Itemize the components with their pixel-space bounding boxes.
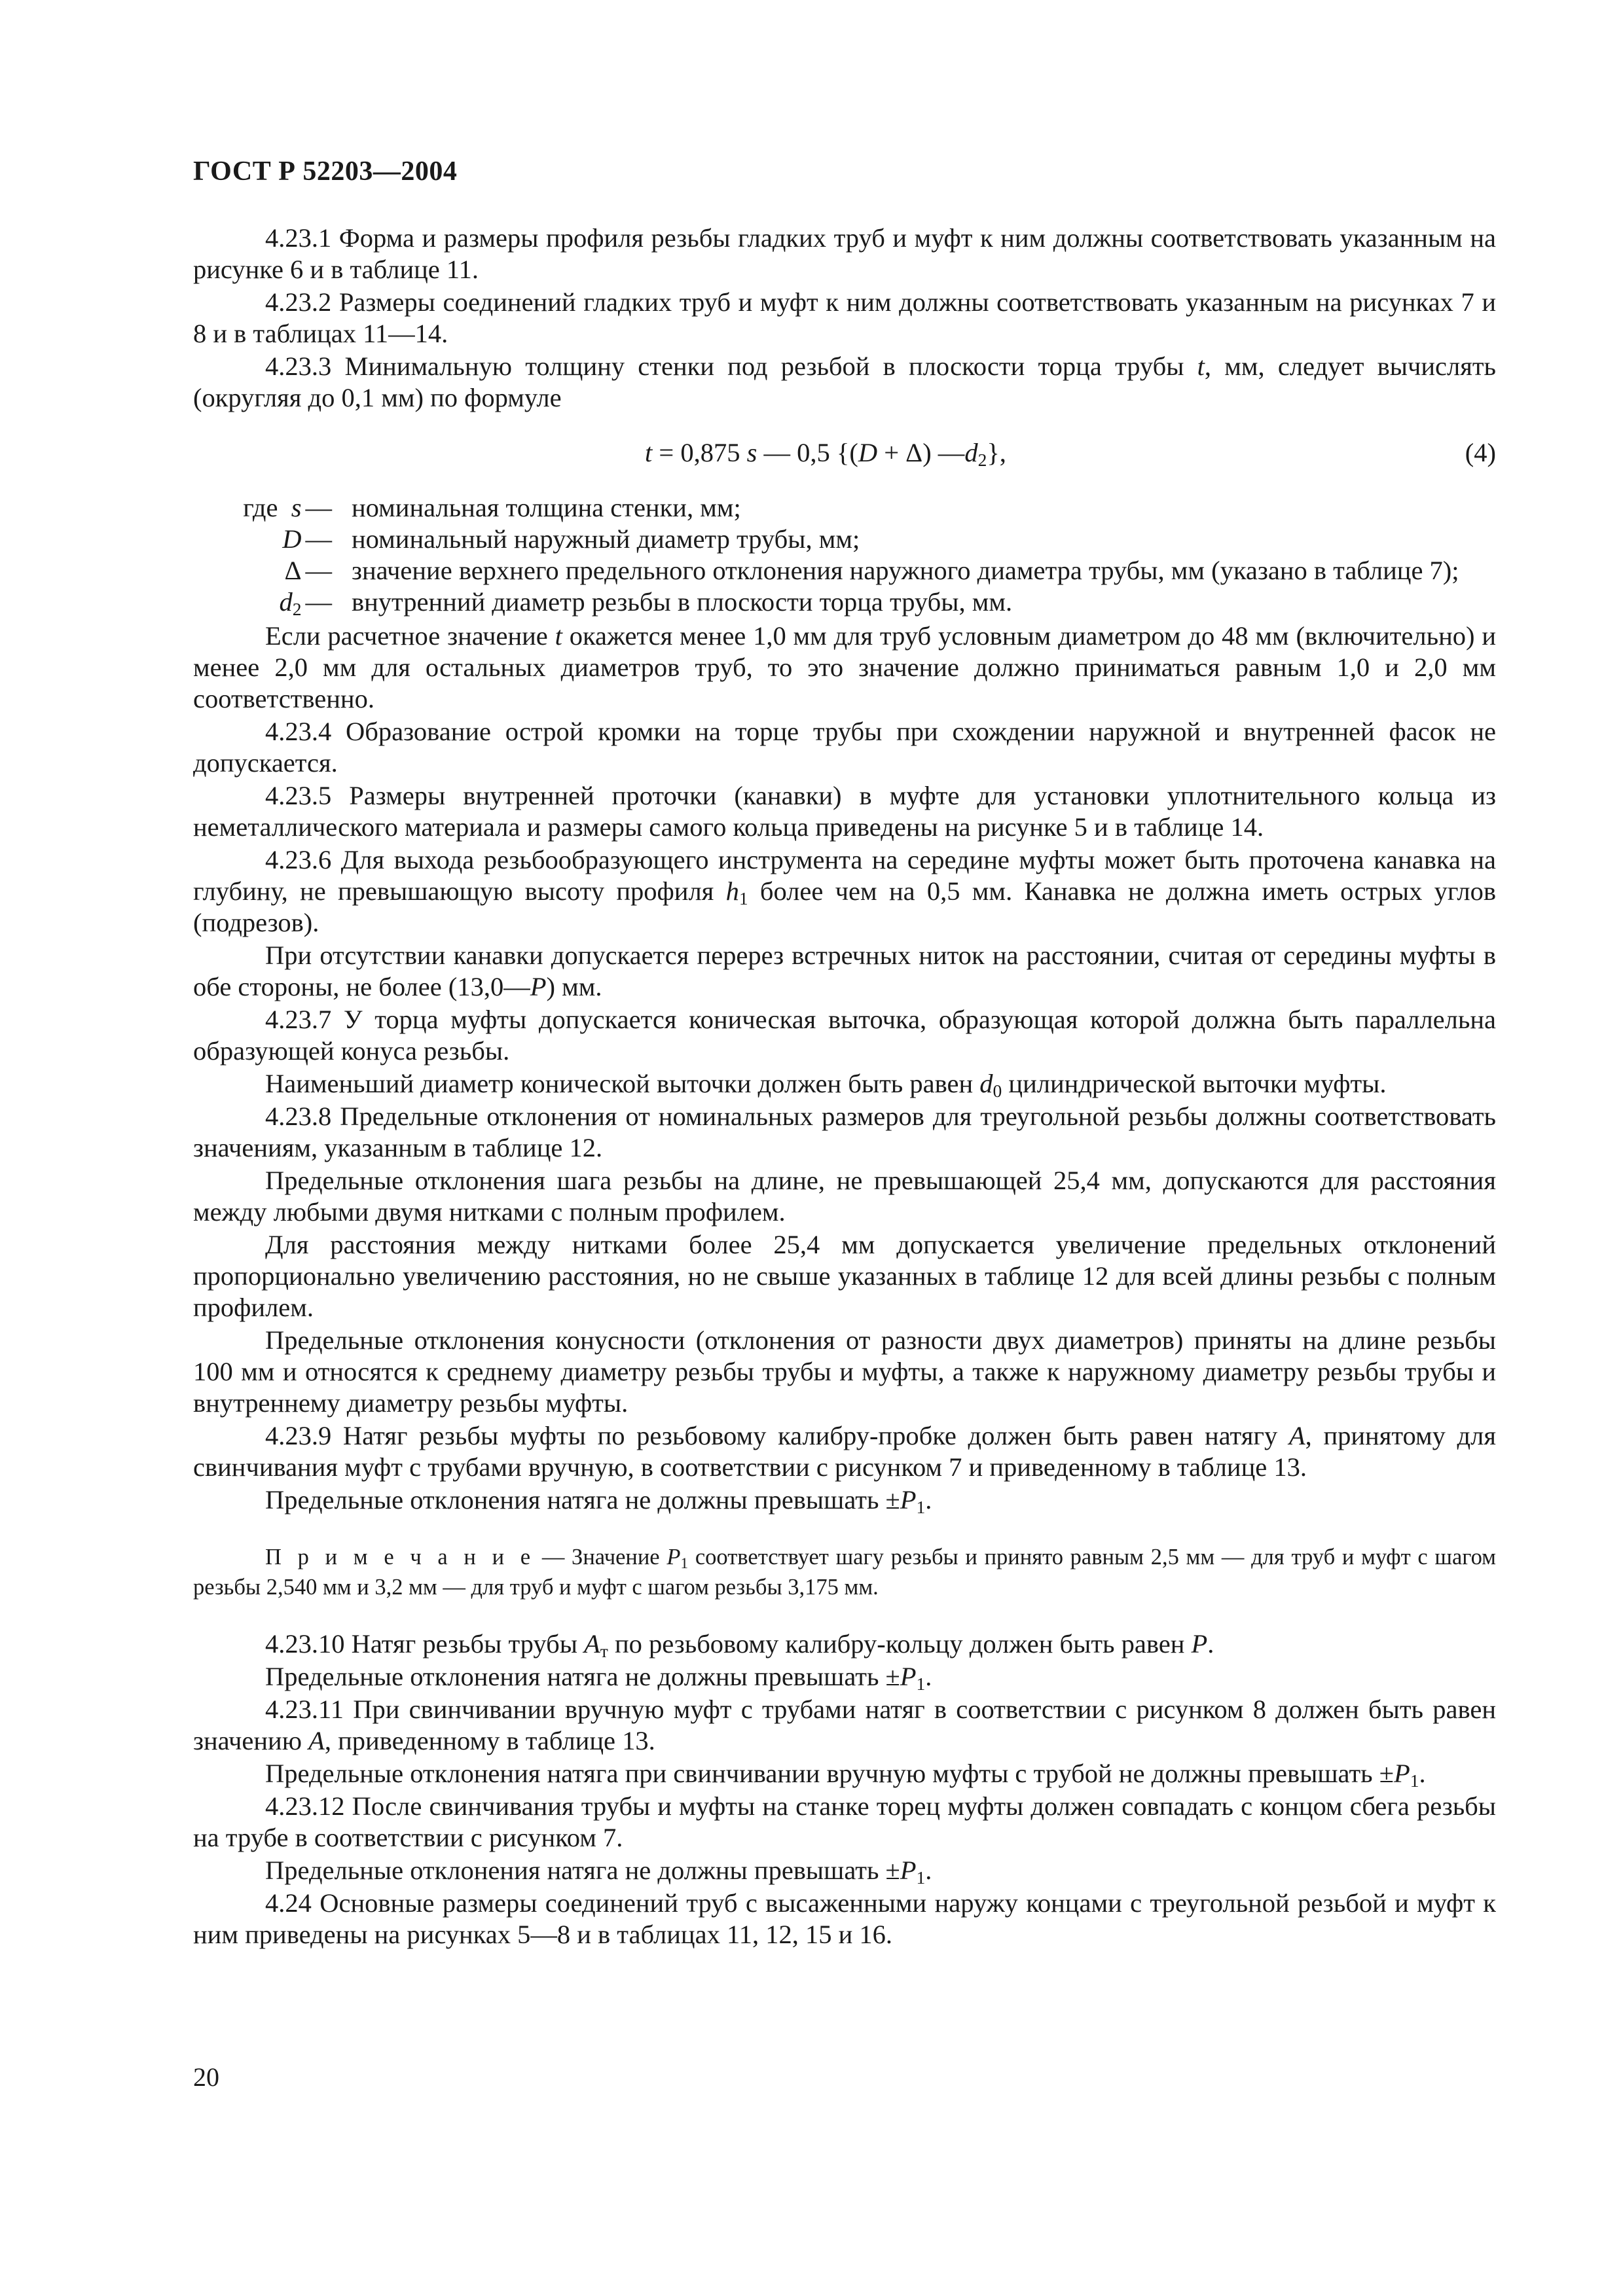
symbol: P [900,1662,917,1691]
formula-expression [645,437,1006,469]
where-symbol [193,555,332,586]
symbol: d [964,438,978,467]
text: . [1419,1759,1426,1788]
text: . [925,1856,932,1885]
text: , приведенному в таблице 13. [324,1726,655,1755]
paragraph-pitch-2: Для расстояния между нитками более 25,4 мм допускается увеличение предельных отклонений пропорционально увеличению расстояния, но не свыше указанных в таблице 12 для всей длины резьбы с полным профилем. [193,1230,1496,1322]
dash: — [305,524,332,554]
text: , мм, следует вычислять (округляя до 0,1 мм) по формуле [193,351,1497,412]
where-list [193,492,1496,618]
where-text: номинальная толщина стенки, мм; [352,493,741,522]
symbol: D [858,438,878,467]
paragraph-4-23-7: 4.23.7 У торца муфты допускается коническая выточка, образующая которой должна быть параллельна образующей конуса резьбы. [193,1005,1496,1066]
paragraph-deviation-3 [193,1758,1496,1789]
where-item [193,524,1496,555]
symbol: Δ [284,556,302,585]
paragraph-4-24: 4.24 Основные размеры соединений труб с высаженными наружу концами с треугольной резьбой и муфт к ним приведены на рисунках 5—8 и в таблицах 11, 12, 15 и 16. [193,1888,1496,1949]
text: окажется менее 1,0 мм для труб условным диаметром до 48 мм (включительно) и менее 2,0 мм для остальных диаметров труб, то это значение должно приниматься равным 1,0 и 2,0 мм соответственно. [193,621,1496,713]
subscript: 1 [680,1554,689,1572]
text: }, [987,438,1006,467]
paragraph-4-23-8: 4.23.8 Предельные отклонения от номинальных размеров для треугольной резьбы должны соответствовать значениям, указанным в таблице 12. [193,1102,1496,1162]
text: . [1207,1629,1214,1659]
text: 4.23.6 Для выхода резьбообразующего инструмента на середине муфты может быть проточена канавка на глубину, не превышающую высоту профиля [193,845,1496,906]
symbol: h [725,876,739,906]
where-item [193,492,1496,524]
text: При отсутствии канавки допускается перерез встречных ниток на расстоянии, считая от середины муфты в обе стороны, не более (13,0— [193,941,1496,1001]
text: + Δ) — [877,438,965,467]
document-header: ГОСТ Р 52203—2004 [193,156,458,187]
text: = 0,875 [652,438,747,467]
symbol: d [979,1069,993,1098]
symbol: P [530,972,547,1001]
text: цилиндрической выточки муфты. [1002,1069,1387,1098]
text: Предельные отклонения натяга не должны превышать ± [265,1662,900,1691]
symbol: P [1393,1759,1410,1788]
paragraph-deviation-4 [193,1855,1496,1886]
paragraph-thread-cut [193,940,1496,1003]
paragraph-4-23-6 [193,844,1496,939]
paragraph-pitch-1: Предельные отклонения шага резьбы на длине, не превышающей 25,4 мм, допускаются для расстояния между любыми двумя нитками с полным профилем. [193,1166,1496,1227]
subscript: 1 [739,888,748,908]
where-word: где [243,493,278,522]
note [193,1542,1496,1602]
symbol: A [584,1629,600,1659]
symbol: A [308,1726,325,1755]
text: — 0,5 {( [757,438,858,467]
page-number: 20 [193,2062,219,2092]
text: . [925,1662,932,1691]
symbol: d [279,587,293,617]
text: , принятому для свинчивания муфт с трубами вручную, в соответствии с рисунком 7 и приведенному в таблице 13. [193,1421,1496,1482]
paragraph-4-23-4: 4.23.4 Образование острой кромки на торце трубы при схождении наружной и внутренней фасок не допускается. [193,717,1496,778]
where-symbol [193,524,332,555]
where-text: номинальный наружный диаметр трубы, мм; [352,524,860,554]
text: 4.23.10 Натяг резьбы трубы [265,1629,585,1659]
subscript: 2 [977,449,987,470]
text: ) мм. [546,972,602,1001]
document-body [193,223,1496,1952]
where-item [193,555,1496,586]
paragraph-4-23-10 [193,1628,1496,1660]
paragraph-4-23-1: 4.23.1 Форма и размеры профиля резьбы гладких труб и муфт к ним должны соответствовать указанным на рисунке 6 и в таблице 11. [193,223,1496,284]
paragraph-taper: Предельные отклонения конусности (отклонения от разности двух диаметров) приняты на длине резьбы 100 мм и относятся к среднему диаметру резьбы трубы и муфты, а также к наружному диаметру резьбы трубы и внутреннему диаметру резьбы муфты. [193,1325,1496,1418]
text: . [925,1485,932,1515]
paragraph-4-23-11 [193,1694,1496,1757]
paragraph-deviation-2 [193,1661,1496,1693]
text: — Значение [535,1545,667,1570]
dash: — [305,587,332,617]
text: 4.23.3 Минимальную толщину стенки под резьбой в плоскости торца трубы [265,351,1197,381]
note-label: П р и м е ч а н и е [265,1545,536,1570]
subscript: 1 [916,1673,926,1694]
text: 4.23.9 Натяг резьбы муфты по резьбовому калибру-пробке должен быть равен натягу [265,1421,1289,1450]
dash: — [305,556,332,585]
symbol: t [555,621,562,651]
subscript: 1 [1410,1770,1419,1791]
formula-number: (4) [1465,438,1496,467]
symbol: P [666,1545,681,1570]
subscript: 2 [292,598,302,619]
symbol: t [1197,351,1205,381]
where-symbol [193,586,332,618]
symbol: s [291,493,302,522]
text: Если расчетное значение [265,621,555,651]
paragraph-4-23-5: 4.23.5 Размеры внутренней проточки (канавки) в муфте для установки уплотнительного кольца из неметаллического материала и размеры самого кольца приведены на рисунке 5 и в таблице 14. [193,781,1496,842]
subscript: т [600,1640,608,1661]
text: Предельные отклонения натяга не должны превышать ± [265,1856,900,1885]
symbol: D [282,524,302,554]
where-symbol [193,492,332,524]
text: Предельные отклонения натяга при свинчивании вручную муфты с трубой не должны превышать ± [265,1759,1394,1788]
symbol: P [1191,1629,1208,1659]
symbol: s [746,438,757,467]
where-text: внутренний диаметр резьбы в плоскости торца трубы, мм. [352,587,1013,617]
paragraph-calc-note [193,620,1496,715]
subscript: 1 [916,1867,926,1888]
paragraph-4-23-2: 4.23.2 Размеры соединений гладких труб и муфт к ним должны соответствовать указанным на рисунках 7 и 8 и в таблицах 11—14. [193,287,1496,348]
where-item [193,586,1496,618]
dash: — [305,493,332,522]
text: по резьбовому калибру-кольцу должен быть равен [608,1629,1192,1659]
text: Предельные отклонения натяга не должны превышать ± [265,1485,900,1515]
symbol: P [900,1856,917,1885]
subscript: 1 [916,1496,926,1517]
text: соответствует шагу резьбы и принято равным 2,5 мм — для труб и муфт с шагом резьбы 2,540 мм и 3,2 мм — для труб и муфт с шагом резьбы 3,175 мм. [193,1545,1496,1600]
text: Наименьший диаметр конической выточки должен быть равен [265,1069,980,1098]
symbol: t [645,438,653,467]
paragraph-bore [193,1068,1496,1100]
text: 4.23.11 При свинчивании вручную муфт с трубами натяг в соответствии с рисунком 8 должен быть равен значению [193,1695,1496,1755]
symbol: A [1288,1421,1305,1450]
where-text: значение верхнего предельного отклонения наружного диаметра трубы, мм (указано в таблице 7); [352,556,1459,585]
paragraph-4-23-9 [193,1420,1496,1483]
paragraph-4-23-3 [193,351,1496,414]
paragraph-deviation-1 [193,1484,1496,1516]
paragraph-4-23-12: 4.23.12 После свинчивания трубы и муфты на станке торец муфты должен совпадать с концом сбега резьбы на трубе в соответствии с рисунком 7. [193,1791,1496,1852]
subscript: 0 [993,1080,1002,1101]
text: более чем на 0,5 мм. Канавка не должна иметь острых углов (подрезов). [193,876,1497,937]
formula-4 [193,429,1496,475]
symbol: P [900,1485,917,1515]
